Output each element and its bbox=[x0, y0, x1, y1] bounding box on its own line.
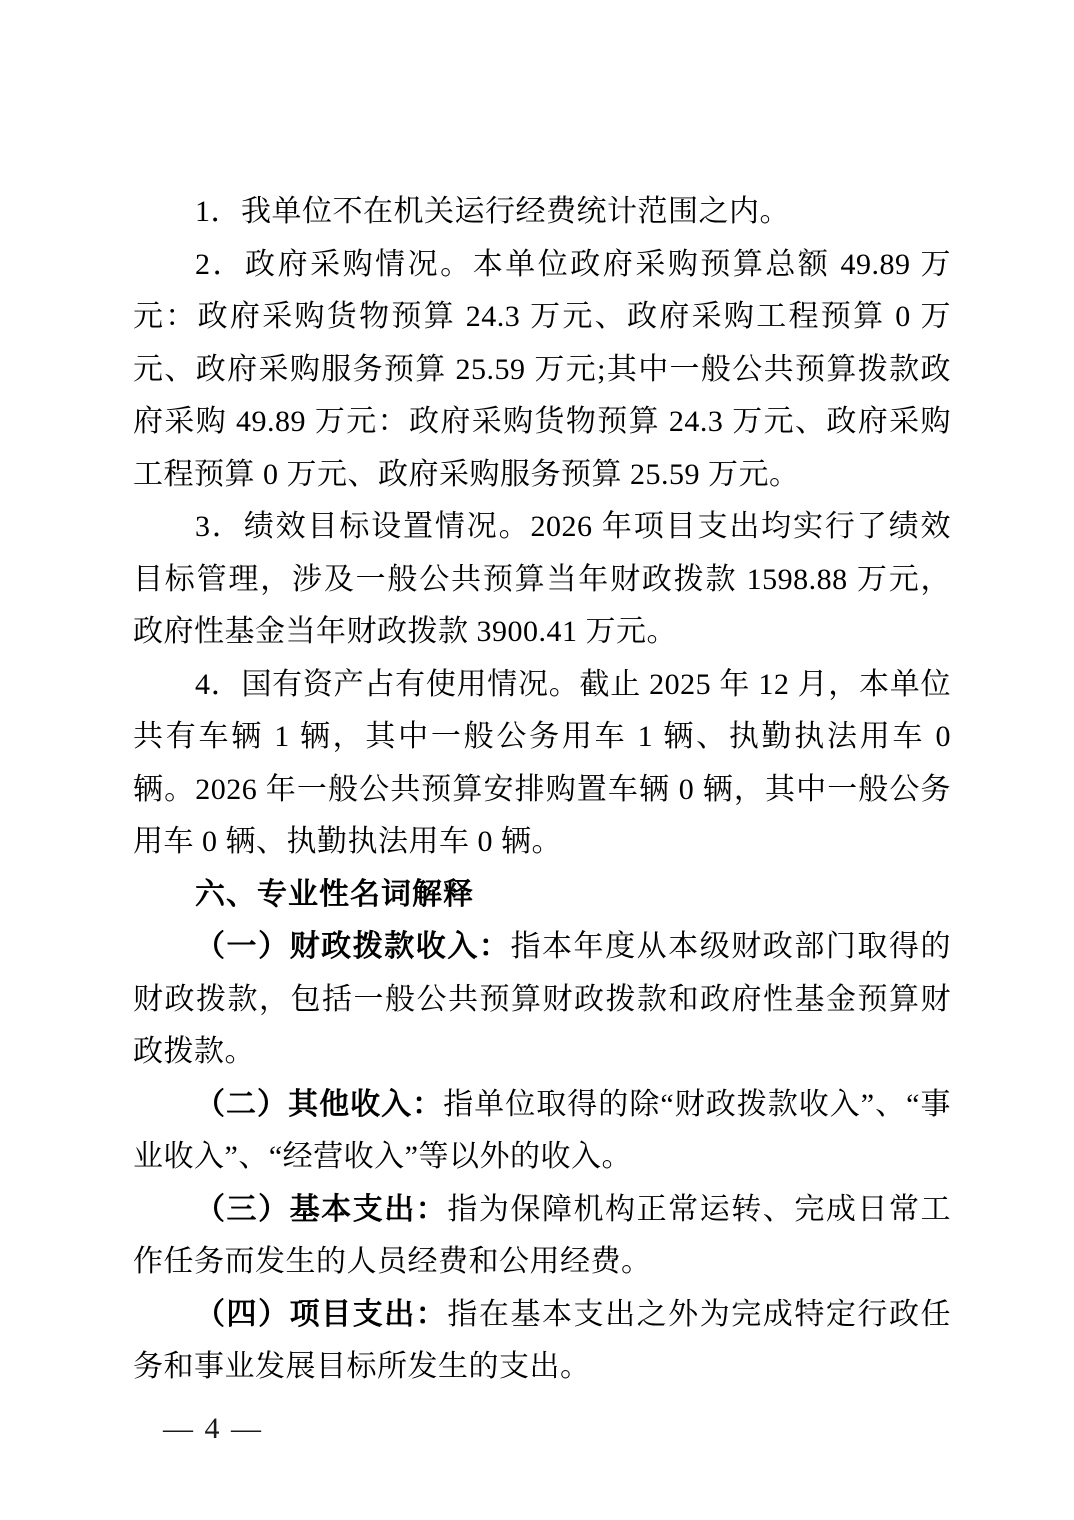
document-body bbox=[133, 186, 951, 1394]
paragraph-agency-operating-funds: 1．我单位不在机关运行经费统计范围之内。 bbox=[195, 195, 790, 228]
paragraph-state-assets: 4．国有资产占有使用情况。截止 2025 年 12 月，本单位共有车辆 1 辆，其中一般公务用车 1 辆、执勤执法用车 0 辆。2026 年一般公共预算安排购置车辆 0 辆，其中一般公务用车 0 辆、执勤执法用车 0 辆。 bbox=[133, 667, 951, 858]
definition-basic-expenditure bbox=[133, 1184, 951, 1289]
definition-term-label: （二）其他收入： bbox=[195, 1087, 444, 1121]
definition-term-label: （一）财政拨款收入： bbox=[195, 930, 511, 963]
definition-term-label: （四）项目支出： bbox=[195, 1297, 448, 1331]
section-heading-glossary: 六、专业性名词解释 bbox=[195, 877, 474, 911]
definition-project-expenditure bbox=[133, 1289, 951, 1394]
definition-term-label: （三）基本支出： bbox=[195, 1192, 448, 1226]
definition-term-text: 指在基本支出之外为完成特定行政任务和事业发展目标所发生的支出。 bbox=[133, 1297, 952, 1383]
paragraph-government-procurement: 2．政府采购情况。本单位政府采购预算总额 49.89 万元：政府采购货物预算 24.3 万元、政府采购工程预算 0 万元、政府采购服务预算 25.59 万元;其中一般公共预算拨款政府采购 49.89 万元：政府采购货物预算 24.3 万元、政府采购工程预算 0 万元、政府采购服务预算 25.59 万元。 bbox=[133, 247, 951, 491]
definition-fiscal-appropriation-income bbox=[133, 921, 951, 1079]
definition-other-income bbox=[133, 1079, 951, 1184]
paragraph-performance-targets: 3．绩效目标设置情况。2026 年项目支出均实行了绩效目标管理，涉及一般公共预算当年财政拨款 1598.88 万元，政府性基金当年财政拨款 3900.41 万元。 bbox=[133, 510, 951, 648]
definition-term-text: 指为保障机构正常运转、完成日常工作任务而发生的人员经费和公用经费。 bbox=[133, 1192, 952, 1278]
page-number: — 4 — bbox=[163, 1412, 263, 1445]
definition-term-text: 指单位取得的除“财政拨款收入”、“事业收入”、“经营收入”等以外的收入。 bbox=[133, 1087, 952, 1173]
definition-term-text: 指本年度从本级财政部门取得的财政拨款，包括一般公共预算财政拨款和政府性基金预算财政拨款。 bbox=[133, 930, 952, 1068]
